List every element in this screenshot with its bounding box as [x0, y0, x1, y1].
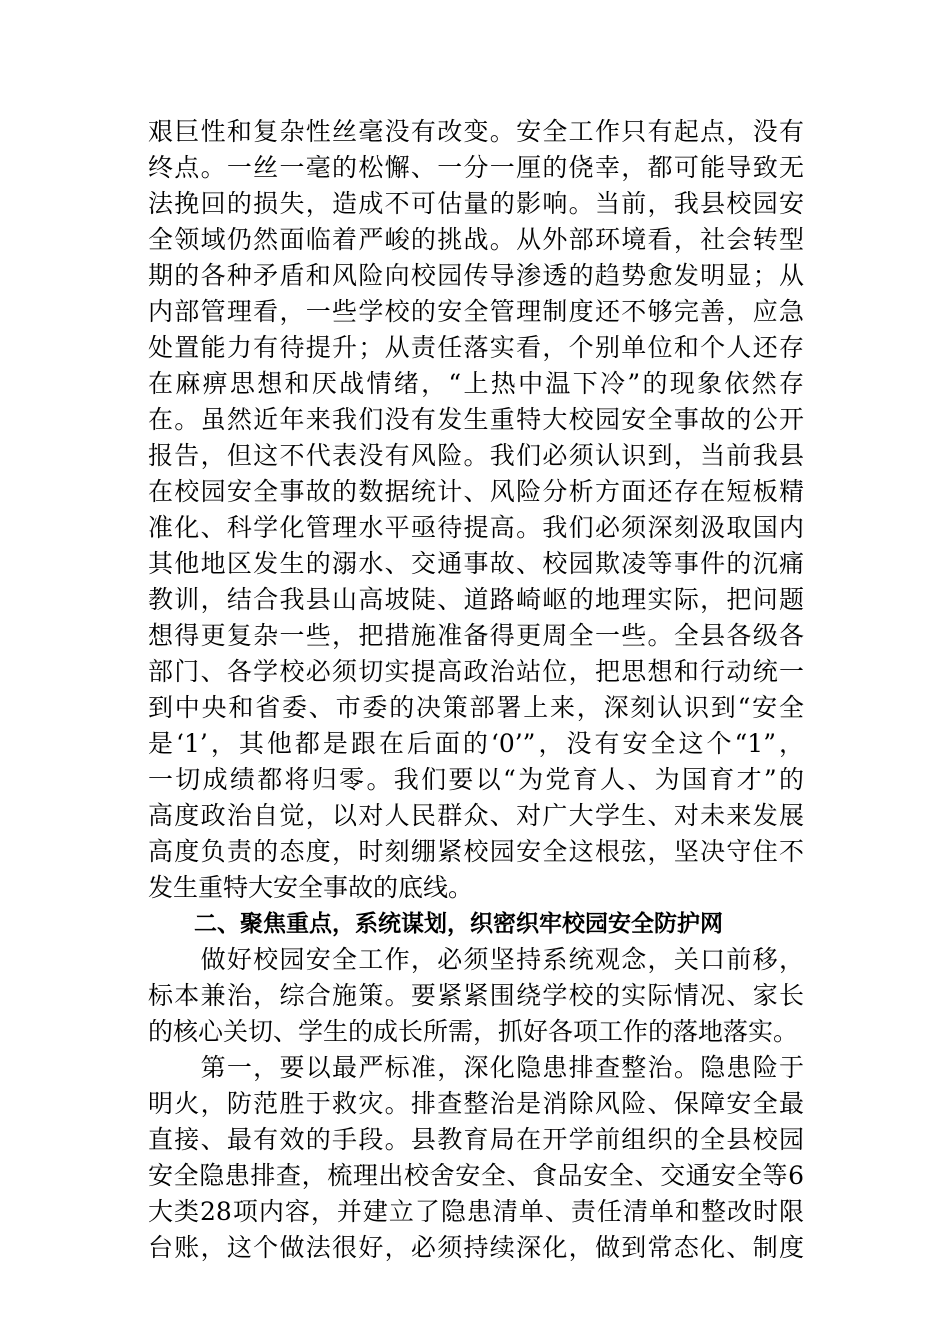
text-line: 做好校园安全工作，必须坚持系统观念，关口前移，	[148, 945, 804, 974]
text-line: 终点。一丝一毫的松懈、一分一厘的侥幸，都可能导致无	[148, 153, 804, 182]
text-line: 准化、科学化管理水平亟待提高。我们必须深刻汲取国内	[148, 513, 804, 542]
text-line: 处置能力有待提升；从责任落实看，个别单位和个人还存	[148, 333, 804, 362]
text-line: 一切成绩都将归零。我们要以“为党育人、为国育才”的	[148, 765, 804, 794]
text-line: 在麻痹思想和厌战情绪，“上热中温下冷”的现象依然存	[148, 369, 804, 398]
section-heading: 二、聚焦重点，系统谋划，织密织牢校园安全防护网	[194, 911, 723, 937]
text-line: 想得更复杂一些，把措施准备得更周全一些。全县各级各	[148, 621, 804, 650]
text-line: 高度政治自觉，以对人民群众、对广大学生、对未来发展	[148, 801, 804, 830]
text-line: 法挽回的损失，造成不可估量的影响。当前，我县校园安	[148, 189, 804, 218]
text-line: 教训，结合我县山高坡陡、道路崎岖的地理实际，把问题	[148, 585, 804, 614]
text-line: 全领域仍然面临着严峻的挑战。从外部环境看，社会转型	[148, 225, 804, 254]
text-line: 到中央和省委、市委的决策部署上来，深刻认识到“安全	[148, 693, 804, 722]
text-line: 安全隐患排查，梳理出校舍安全、食品安全、交通安全等6	[148, 1161, 804, 1190]
text-line: 发生重特大安全事故的底线。	[148, 873, 474, 902]
text-line: 在校园安全事故的数据统计、风险分析方面还存在短板精	[148, 477, 804, 506]
text-line: 大类28项内容，并建立了隐患清单、责任清单和整改时限	[148, 1197, 804, 1226]
text-line: 标本兼治，综合施策。要紧紧围绕学校的实际情况、家长	[148, 981, 804, 1010]
text-line: 高度负责的态度，时刻绷紧校园安全这根弦，坚决守住不	[148, 837, 804, 866]
text-line: 其他地区发生的溺水、交通事故、校园欺凌等事件的沉痛	[148, 549, 804, 578]
text-line: 在。虽然近年来我们没有发生重特大校园安全事故的公开	[148, 405, 804, 434]
text-line: 第一，要以最严标准，深化隐患排查整治。隐患险于	[148, 1053, 804, 1082]
paragraph-situation	[148, 114, 804, 906]
text-line: 明火，防范胜于救灾。排查整治是消除风险、保障安全最	[148, 1089, 804, 1118]
text-line: 期的各种矛盾和风险向校园传导渗透的趋势愈发明显；从	[148, 261, 804, 290]
text-line: 内部管理看，一些学校的安全管理制度还不够完善，应急	[148, 297, 804, 326]
text-line: 是‘1’，其他都是跟在后面的‘0’”，没有安全这个“1”，	[148, 729, 804, 758]
text-line: 直接、最有效的手段。县教育局在开学前组织的全县校园	[148, 1125, 804, 1154]
text-line: 报告，但这不代表没有风险。我们必须认识到，当前我县	[148, 441, 804, 470]
paragraph-systematic	[148, 942, 804, 1050]
paragraph-hazard-inspection	[148, 1050, 804, 1266]
text-line: 的核心关切、学生的成长所需，抓好各项工作的落地落实。	[148, 1017, 799, 1046]
text-line: 艰巨性和复杂性丝毫没有改变。安全工作只有起点，没有	[148, 117, 804, 146]
text-line: 部门、各学校必须切实提高政治站位，把思想和行动统一	[148, 657, 804, 686]
document-body	[148, 114, 804, 1266]
text-line: 台账，这个做法很好，必须持续深化，做到常态化、制度	[148, 1233, 804, 1262]
